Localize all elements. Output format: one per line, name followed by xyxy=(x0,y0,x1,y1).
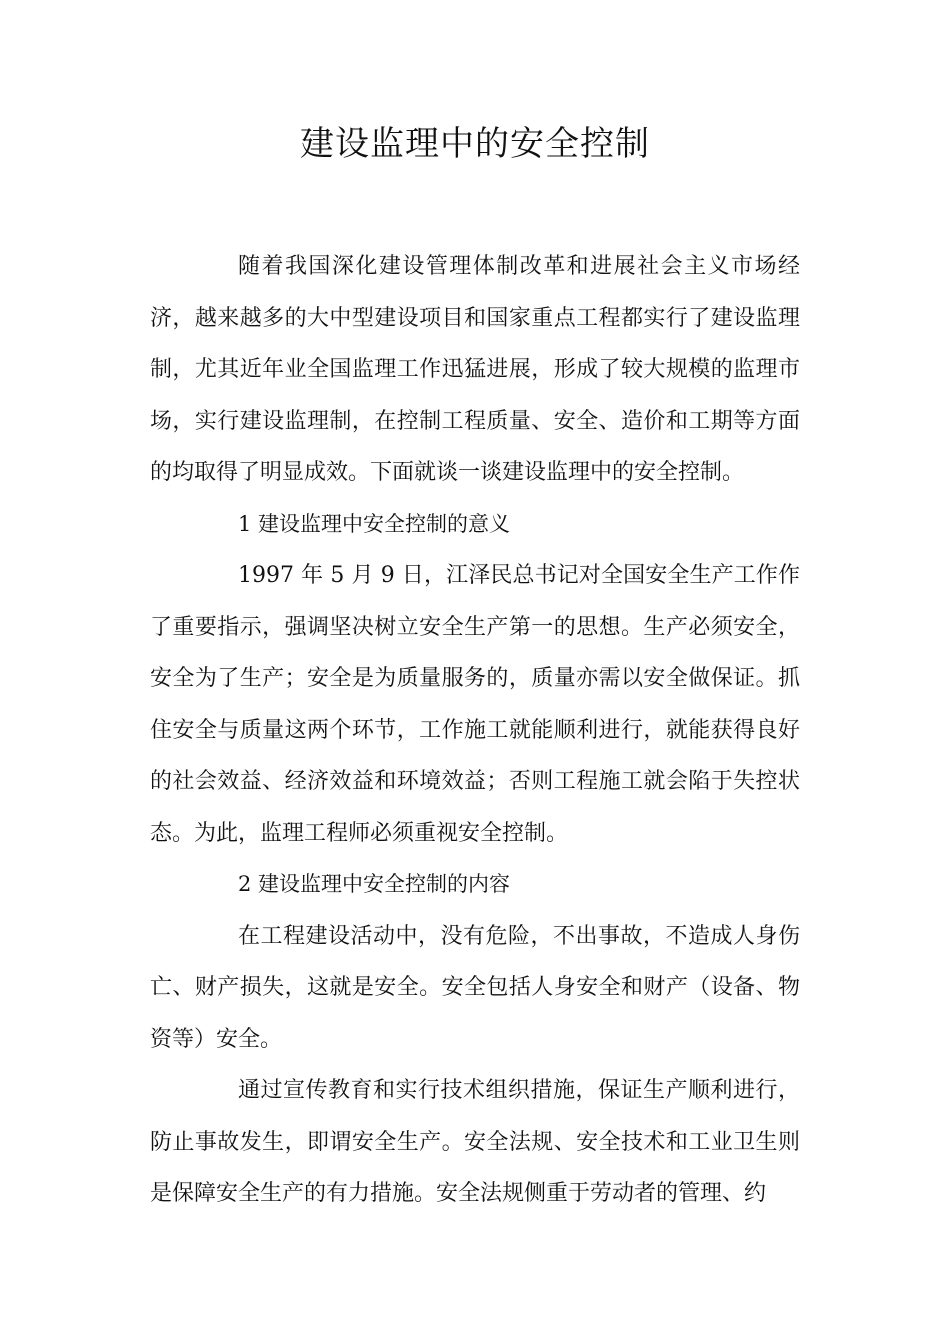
paragraph-safety-definition: 在工程建设活动中，没有危险，不出事故，不造成人身伤亡、财产损失，这就是安全。安全包括人身安全和财产（设备、物资等）安全。 xyxy=(150,923,800,1052)
document-title: 建设监理中的安全控制 xyxy=(300,124,650,164)
section-heading-2: 2 建设监理中安全控制的内容 xyxy=(238,872,511,896)
document-body xyxy=(150,241,800,1220)
paragraph-significance: 1997 年 5 月 9 日，江泽民总书记对全国安全生产工作作了重要指示，强调坚决树立安全生产第一的思想。生产必须安全，安全为了生产；安全是为质量服务的，质量亦需以安全做保证。抓住安全与质量这两个环节，工作施工就能顺利进行，就能获得良好的社会效益、经济效益和环境效益；否则工程施工就会陷于失控状态。为此，监理工程师必须重视安全控制。 xyxy=(150,563,800,846)
paragraph-safe-production: 通过宣传教育和实行技术组织措施，保证生产顺利进行，防止事故发生，即谓安全生产。安全法规、安全技术和工业卫生则是保障安全生产的有力措施。安全法规侧重于劳动者的管理、约 xyxy=(150,1078,800,1206)
section-heading-1: 1 建设监理中安全控制的意义 xyxy=(238,511,511,536)
paragraph-intro: 随着我国深化建设管理体制改革和进展社会主义市场经济，越来越多的大中型建设项目和国家重点工程都实行了建设监理制，尤其近年业全国监理工作迅猛进展，形成了较大规模的监理市场，实行建设监理制，在控制工程质量、安全、造价和工期等方面的均取得了明显成效。下面就谈一谈建设监理中的安全控制。 xyxy=(150,254,800,485)
